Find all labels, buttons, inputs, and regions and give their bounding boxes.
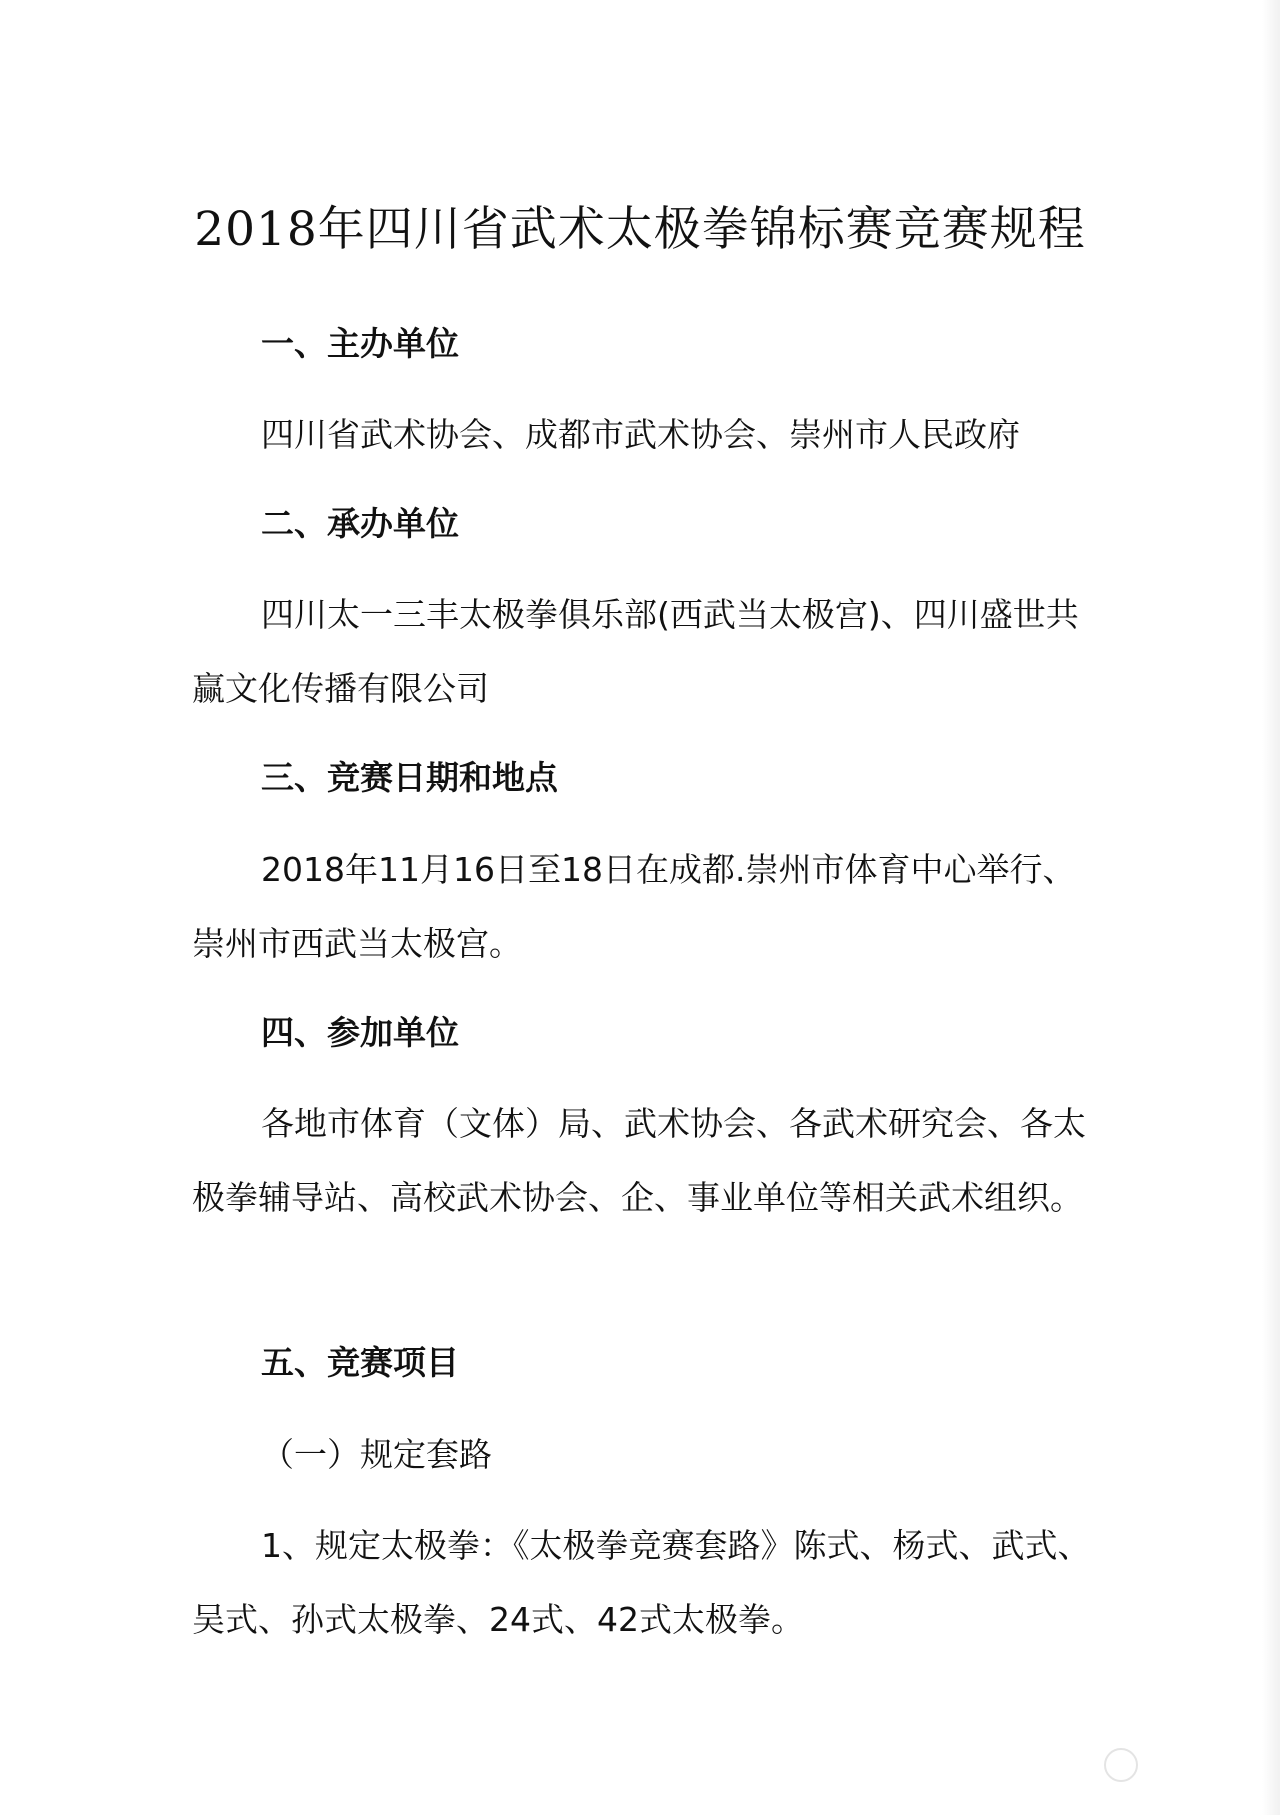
- faint-circle-mark: [1104, 1748, 1138, 1782]
- section-heading-events: 五、竞赛项目: [261, 1343, 459, 1382]
- section-heading-date-location: 三、竞赛日期和地点: [261, 758, 558, 797]
- section-heading-participants: 四、参加单位: [261, 1013, 459, 1052]
- document-title: 2018年四川省武术太极拳锦标赛竞赛规程: [194, 202, 1086, 257]
- section-heading-undertaker: 二、承办单位: [261, 504, 459, 543]
- section-text-compulsory-taiji: 1、规定太极拳：《太极拳竞赛套路》陈式、杨式、武式、吴式、孙式太极拳、24式、42式太极拳。: [192, 1526, 1091, 1639]
- section-text-undertaker: 四川太一三丰太极拳俱乐部(西武当太极宫)、四川盛世共赢文化传播有限公司: [192, 595, 1079, 708]
- section-text-participants: 各地市体育（文体）局、武术协会、各武术研究会、各太极拳辅导站、高校武术协会、企、事业单位等相关武术组织。: [192, 1104, 1086, 1217]
- section-heading-organizer: 一、主办单位: [261, 324, 459, 363]
- section-text-date-location: 2018年11月16日至18日在成都.崇州市体育中心举行、崇州市西武当太极宫。: [192, 850, 1076, 963]
- section-subheading-compulsory: （一）规定套路: [261, 1435, 492, 1474]
- section-text-organizer: 四川省武术协会、成都市武术协会、崇州市人民政府: [261, 415, 1020, 454]
- page-edge-shadow: [1262, 0, 1280, 1815]
